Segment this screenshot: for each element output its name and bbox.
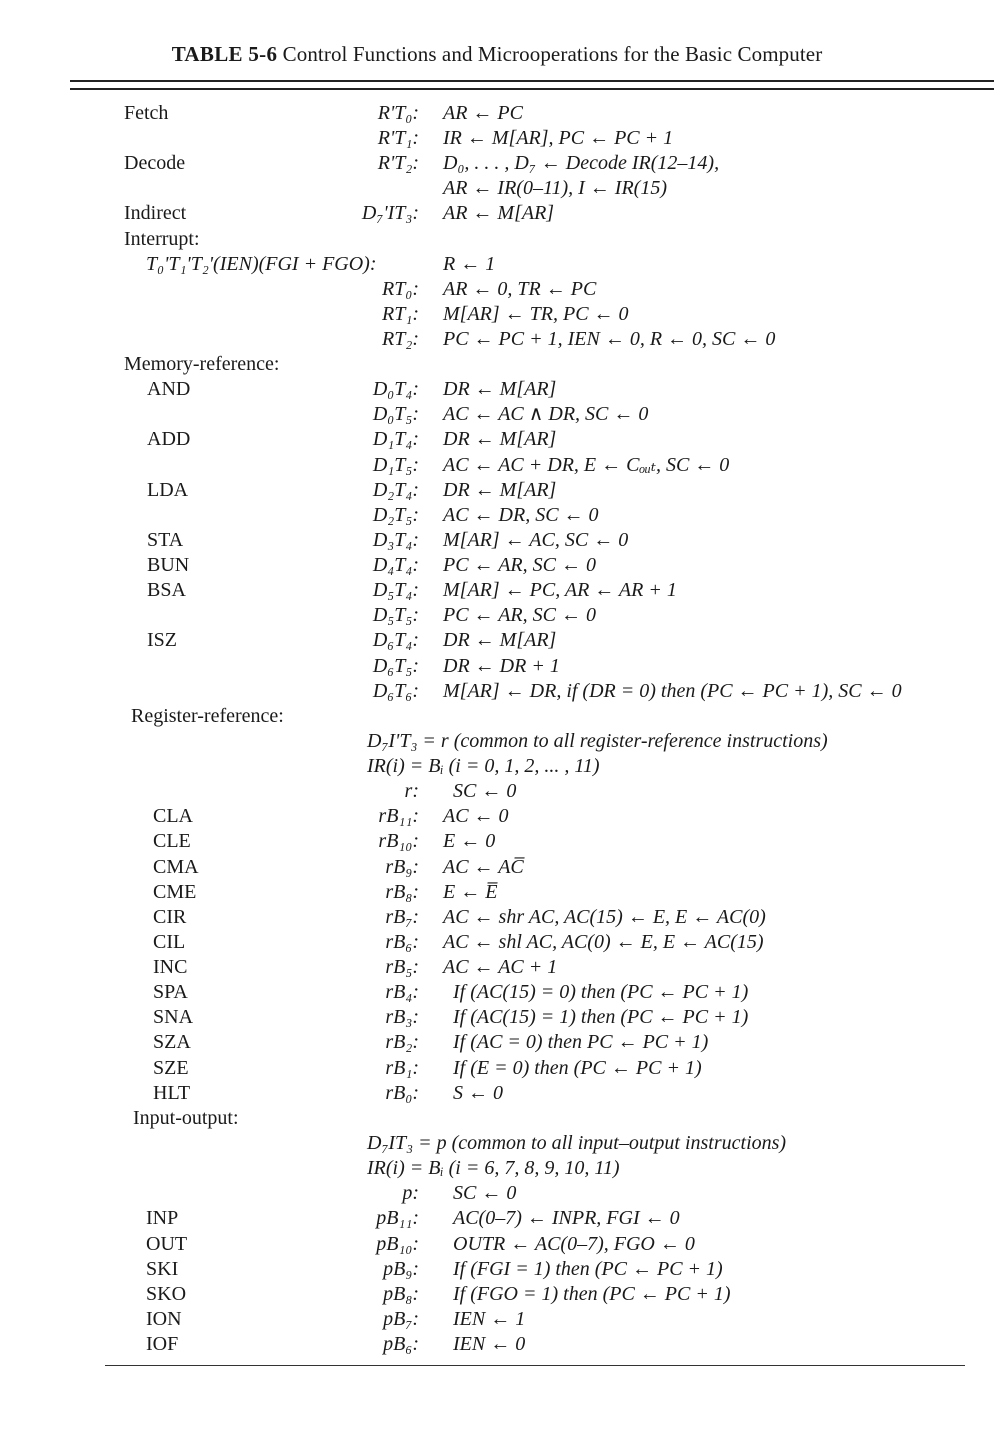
- table-number: TABLE 5-6: [171, 42, 278, 66]
- table-row: [0, 1156, 994, 1181]
- microoperation: IR(i) = Bᵢ (i = 0, 1, 2, ... , 11): [367, 755, 600, 777]
- microoperation: AR ← PC: [443, 102, 523, 124]
- microoperation: AC ← shr AC, AC(15) ← E, E ← AC(0): [443, 906, 766, 928]
- microoperation: AC ← AC + 1: [443, 956, 558, 978]
- instruction-label: Input-output:: [133, 1107, 239, 1129]
- microoperation: D₇IT₃ = p (common to all input–output instructions): [367, 1132, 787, 1154]
- instruction-label: CLA: [153, 805, 193, 827]
- table-row: [0, 126, 994, 151]
- instruction-label: ISZ: [147, 629, 177, 651]
- table-row: [0, 1106, 994, 1131]
- control-function: rB₅:: [385, 956, 419, 978]
- table-row: [0, 528, 994, 553]
- instruction-label: CMA: [153, 856, 199, 878]
- instruction-label: INC: [153, 956, 188, 978]
- instruction-label: OUT: [146, 1233, 188, 1255]
- control-function: rB₀:: [385, 1082, 419, 1104]
- control-function: D₆T₆:: [372, 680, 419, 702]
- control-function: pB₁₀:: [376, 1233, 419, 1255]
- control-function: R'T₀:: [377, 102, 419, 124]
- table-row: [0, 553, 994, 578]
- table-row: [0, 453, 994, 478]
- control-function: rB₉:: [385, 856, 419, 878]
- microoperation: IEN ← 0: [453, 1333, 526, 1355]
- instruction-label: CLE: [153, 830, 191, 852]
- instruction-label: SZA: [153, 1031, 191, 1053]
- microoperation: S ← 0: [453, 1082, 503, 1104]
- control-function: rB₇:: [385, 906, 419, 928]
- instruction-label: ADD: [147, 428, 191, 450]
- instruction-label: IOF: [146, 1333, 179, 1355]
- microoperation: D₇I'T₃ = r (common to all register-reference instructions): [367, 730, 828, 752]
- microoperation: If (FGI = 1) then (PC ← PC + 1): [453, 1258, 723, 1280]
- table-row: [0, 1081, 994, 1106]
- table-row: [0, 578, 994, 603]
- table-row: [0, 1131, 994, 1156]
- instruction-label: Decode: [124, 152, 186, 174]
- table-row: [0, 1181, 994, 1206]
- control-function: D₀T₄:: [372, 378, 419, 400]
- instruction-label: BSA: [147, 579, 186, 601]
- microoperation: PC ← PC + 1, IEN ← 0, R ← 0, SC ← 0: [443, 328, 776, 350]
- control-function: pB₉:: [383, 1258, 419, 1280]
- control-function: r:: [404, 780, 419, 802]
- table-row: [0, 829, 994, 854]
- table-row: [0, 1257, 994, 1282]
- table-row: [0, 252, 994, 277]
- table-row: [0, 277, 994, 302]
- instruction-label: STA: [147, 529, 184, 551]
- instruction-label: Interrupt:: [124, 228, 200, 250]
- microoperation: AC(0–7) ← INPR, FGI ← 0: [453, 1207, 680, 1229]
- table-row: [0, 427, 994, 452]
- instruction-label: SPA: [153, 981, 188, 1003]
- table-row: [0, 804, 994, 829]
- instruction-label: LDA: [147, 479, 189, 501]
- microoperation: M[AR] ← TR, PC ← 0: [443, 303, 629, 325]
- microoperation: SC ← 0: [453, 780, 517, 802]
- table-row: [0, 151, 994, 176]
- control-function: rB₆:: [385, 931, 419, 953]
- microoperation: AC ← AC̅: [443, 856, 524, 878]
- microoperation: AC ← AC ∧ DR, SC ← 0: [443, 403, 649, 425]
- instruction-label: AND: [147, 378, 191, 400]
- bottom-rule: [105, 1365, 965, 1366]
- microoperation: DR ← DR + 1: [443, 655, 560, 677]
- control-function: D₁T₄:: [372, 428, 419, 450]
- control-function: D₄T₄:: [372, 554, 419, 576]
- microoperation: DR ← M[AR]: [443, 378, 557, 400]
- control-function: p:: [402, 1182, 419, 1204]
- instruction-label: CME: [153, 881, 197, 903]
- control-function: rB₈:: [385, 881, 419, 903]
- instruction-label: SKO: [146, 1283, 187, 1305]
- table-row: [0, 402, 994, 427]
- control-function: pB₈:: [383, 1283, 419, 1305]
- table-row: [0, 1232, 994, 1257]
- instruction-label: SNA: [153, 1006, 194, 1028]
- control-function: RT₂:: [382, 328, 419, 350]
- control-function: D₆T₄:: [372, 629, 419, 651]
- microoperation: IR ← M[AR], PC ← PC + 1: [443, 127, 674, 149]
- table-row: [0, 603, 994, 628]
- control-function: rB₁₁:: [378, 805, 419, 827]
- microoperation: AR ← M[AR]: [443, 202, 555, 224]
- microoperation: AC ← 0: [443, 805, 509, 827]
- table-row: [0, 227, 994, 252]
- microoperation: DR ← M[AR]: [443, 629, 557, 651]
- table-row: [0, 478, 994, 503]
- table-row: [0, 1030, 994, 1055]
- control-function: rB₁:: [385, 1057, 419, 1079]
- control-function: RT₁:: [382, 303, 419, 325]
- instruction-label: Indirect: [124, 202, 187, 224]
- control-function: D₇'IT₃:: [361, 202, 419, 224]
- microoperation: IR(i) = Bᵢ (i = 6, 7, 8, 9, 10, 11): [367, 1157, 620, 1179]
- table-row: [0, 1282, 994, 1307]
- control-function: D₂T₄:: [372, 479, 419, 501]
- microoperation: IEN ← 1: [453, 1308, 526, 1330]
- microoperation: AC ← AC + DR, E ← Cₒᵤₜ, SC ← 0: [443, 454, 730, 476]
- table-row: [0, 754, 994, 779]
- control-function: rB₂:: [385, 1031, 419, 1053]
- table-row: [0, 302, 994, 327]
- table-row: [0, 1056, 994, 1081]
- control-function: D₂T₅:: [372, 504, 419, 526]
- table-row: [0, 327, 994, 352]
- instruction-label: ION: [146, 1308, 182, 1330]
- microoperation: AR ← IR(0–11), I ← IR(15): [443, 177, 668, 199]
- microoperation: E ← E̅: [443, 881, 498, 903]
- table-row: [0, 729, 994, 754]
- table-row: [0, 955, 994, 980]
- control-function: rB₃:: [385, 1006, 419, 1028]
- instruction-label: INP: [146, 1207, 179, 1229]
- table-row: [0, 880, 994, 905]
- control-function: T₀'T₁'T₂'(IEN)(FGI + FGO):: [146, 253, 377, 275]
- table-row: [0, 930, 994, 955]
- table-row: [0, 779, 994, 804]
- control-function: D₅T₄:: [372, 579, 419, 601]
- microoperation: AR ← 0, TR ← PC: [443, 278, 597, 300]
- instruction-label: CIR: [153, 906, 187, 928]
- control-function: D₁T₅:: [372, 454, 419, 476]
- microoperation: DR ← M[AR]: [443, 479, 557, 501]
- instruction-label: SKI: [146, 1258, 179, 1280]
- instruction-label: BUN: [147, 554, 190, 576]
- control-function: D₆T₅:: [372, 655, 419, 677]
- instruction-label: HLT: [153, 1082, 191, 1104]
- table-row: [0, 654, 994, 679]
- control-function: pB₆:: [383, 1333, 419, 1355]
- control-function: rB₄:: [385, 981, 419, 1003]
- control-function: rB₁₀:: [378, 830, 419, 852]
- control-function: RT₀:: [382, 278, 419, 300]
- microoperation: If (AC(15) = 1) then (PC ← PC + 1): [453, 1006, 749, 1028]
- instruction-label: Fetch: [124, 102, 169, 124]
- table-row: [0, 176, 994, 201]
- table-row: [0, 1332, 994, 1357]
- instruction-label: SZE: [153, 1057, 189, 1079]
- microoperation: M[AR] ← DR, if (DR = 0) then (PC ← PC + 1), SC ← 0: [443, 680, 902, 702]
- microoperation: AC ← DR, SC ← 0: [443, 504, 599, 526]
- microoperation: OUTR ← AC(0–7), FGO ← 0: [453, 1233, 695, 1255]
- table-row: [0, 377, 994, 402]
- microoperation: DR ← M[AR]: [443, 428, 557, 450]
- table-row: [0, 980, 994, 1005]
- control-function: pB₇:: [383, 1308, 419, 1330]
- microoperation: PC ← AR, SC ← 0: [443, 554, 596, 576]
- microoperation: If (AC = 0) then PC ← PC + 1): [453, 1031, 709, 1053]
- microoperation: If (E = 0) then (PC ← PC + 1): [453, 1057, 702, 1079]
- instruction-label: CIL: [153, 931, 186, 953]
- instruction-label: Register-reference:: [131, 705, 284, 727]
- control-function: D₅T₅:: [372, 604, 419, 626]
- table-row: [0, 855, 994, 880]
- microoperation: E ← 0: [443, 830, 496, 852]
- table-row: [0, 1307, 994, 1332]
- table-row: [0, 679, 994, 704]
- table-row: [0, 905, 994, 930]
- microoperation: If (AC(15) = 0) then (PC ← PC + 1): [453, 981, 749, 1003]
- microoperation: M[AR] ← AC, SC ← 0: [443, 529, 629, 551]
- control-function: pB₁₁:: [376, 1207, 419, 1229]
- table-row: [0, 101, 994, 126]
- microoperation: D₀, . . . , D₇ ← Decode IR(12–14),: [443, 152, 720, 174]
- microoperation: SC ← 0: [453, 1182, 517, 1204]
- table-row: [0, 704, 994, 729]
- table-title: Control Functions and Microoperations for the Basic Computer: [282, 42, 823, 66]
- table-row: [0, 1206, 994, 1231]
- microoperation: AC ← shl AC, AC(0) ← E, E ← AC(15): [443, 931, 764, 953]
- microoperation: PC ← AR, SC ← 0: [443, 604, 596, 626]
- control-function: R'T₁:: [377, 127, 419, 149]
- table-row: [0, 503, 994, 528]
- microoperation: If (FGO = 1) then (PC ← PC + 1): [453, 1283, 731, 1305]
- table-row: [0, 628, 994, 653]
- microoperation: M[AR] ← PC, AR ← AR + 1: [443, 579, 677, 601]
- microoperation: R ← 1: [443, 253, 496, 275]
- table-row: [0, 1005, 994, 1030]
- instruction-label: Memory-reference:: [124, 353, 280, 375]
- control-function: D₀T₅:: [372, 403, 419, 425]
- table-row: [0, 201, 994, 226]
- control-function: D₃T₄:: [372, 529, 419, 551]
- table-row: [0, 352, 994, 377]
- control-function: R'T₂:: [377, 152, 419, 174]
